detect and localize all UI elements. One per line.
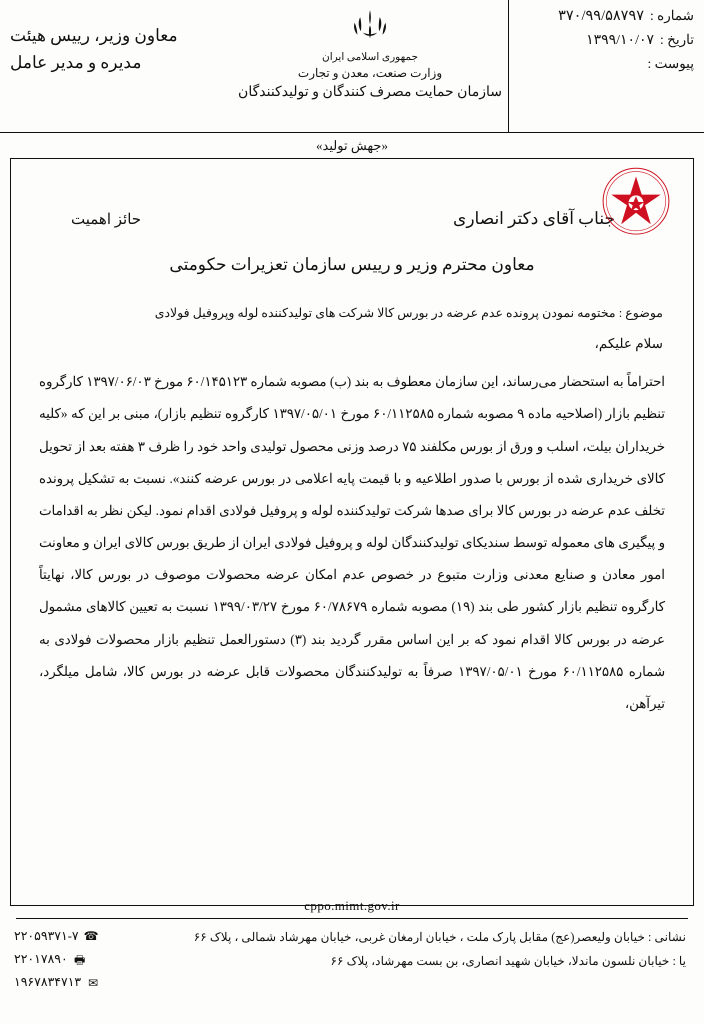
- fax-value: ۲۲۰۱۷۸۹۰: [14, 952, 68, 967]
- subject-line: موضوع : مختومه نمودن پرونده عدم عرضه در بورس کالا شرکت های تولیدکننده لوله وپروفیل فولادی: [154, 306, 663, 320]
- number-label: شماره :: [650, 8, 694, 23]
- date-value: ۱۳۹۹/۱۰/۰۷: [586, 33, 654, 48]
- attachment-label: پیوست :: [647, 56, 694, 71]
- address-or-label: یا :: [672, 954, 686, 969]
- letter-meta-box: [508, 0, 704, 132]
- contact-block: [14, 925, 190, 994]
- letterhead: [0, 0, 704, 133]
- syndicate-logo-icon: [593, 165, 679, 239]
- org-line-ministry: وزارت صنعت، معدن و تجارت: [297, 66, 443, 81]
- priority-note: حائز اهمیت: [71, 212, 142, 228]
- recipient-title: معاون محترم وزیر و رییس سازمان تعزیرات حکومتی: [169, 255, 535, 274]
- contact-row-postal: [14, 971, 190, 994]
- footer-divider: [16, 918, 688, 919]
- organization-lines: [238, 50, 502, 103]
- mail-icon: ✉: [88, 975, 99, 990]
- letter-body-frame: [10, 158, 694, 906]
- fax-icon: 🖶: [74, 952, 86, 967]
- contact-row-fax: [14, 948, 190, 971]
- number-value: ۳۷۰/۹۹/۵۸۷۹۷: [558, 8, 645, 24]
- meta-row-number: [517, 8, 694, 25]
- phone-icon: ☎: [83, 929, 99, 944]
- organization-block: [232, 0, 508, 132]
- org-line-organization: سازمان حمایت مصرف کنندگان و تولیدکنندگان: [238, 84, 502, 100]
- address-label: نشانی :: [648, 930, 686, 944]
- date-label: تاریخ :: [660, 32, 694, 47]
- website-url[interactable]: cppo.mimt.gov.ir: [304, 898, 400, 913]
- address-line-2: خیابان نلسون ماندلا، خیابان شهید انصاری، بن بست مهرشاد، پلاک ۶۶: [330, 954, 670, 969]
- address-block: [190, 925, 690, 974]
- phone-value: ۲۲۰۵۹۳۷۱-۷: [14, 929, 79, 943]
- postal-value: ۱۹۶۷۸۳۴۷۱۳: [14, 975, 82, 990]
- iran-emblem-icon: [349, 6, 391, 48]
- address-line-1: خیابان ولیعصر(عج) مقابل پارک ملت ، خیابان ارمغان غربی، خیابان مهرشاد شمالی ، پلاک ۶۶: [193, 930, 645, 944]
- paragraph-1: احتراماً به استحضار می‌رساند، این سازمان معطوف به بند (ب) مصوبه شماره ۶۰/۱۴۵۱۲۳ مورخ ۱۳۹۷/۰۶/۰۳ کارگروه تنظیم بازار (اصلاحیه ماده ۹ مصوبه شماره ۶۰/۱۱۲۵۸۵ مورخ ۱۳۹۷/۰۵/۰۱ کارگروه تنظیم بازار)، مبنی بر این که «کلیه خریداران بیلت، اسلب و ورق از بورس مکلفند ۷۵ درصد وزنی محصول تولیدی واحد خود را ظرف ۳ هفته بعد از تحویل کالای خریداری شده از بورس با صدور اطلاعیه و با قیمت پایه اعلامی در بورس عرضه کنند». نسبت به تشکیل پرونده تخلف عدم عرضه در بورس کالا برای صدها شرکت تولیدکننده لوله و پروفیل فولادی اقدام نمود. لیکن نظر به اقدامات و پیگیری های معموله توسط سندیکای تولیدکنندگان لوله و پروفیل فولادی ایران از طریق بورس کالای ایران و معاونت امور معادن و صنایع معدنی وزارت متبوع در خصوص عدم امکان عرضه محصولات موصوف در بورس کالا، نهایتاً کارگروه تنظیم بازار کشور طی بند (۱۹) مصوبه شماره ۶۰/۷۸۶۷۹ مورخ ۱۳۹۹/۰۳/۲۷ نسبت به تعیین کالاهای مشمول عرضه در بورس کالا اقدام نمود که بر این اساس مقرر گردید بند (۳) دستورالعمل تنظیم بازار محصولات فولادی به شماره ۶۰/۱۱۲۵۸۵ مورخ ۱۳۹۷/۰۵/۰۱ صرفاً به تولیدکنندگان محصولات قابل عرضه در بورس کالا، شامل میلگرد، تیرآهن،: [39, 374, 666, 711]
- contact-row-phone: [14, 925, 190, 948]
- addressee-title: معاون وزیر، رییس هیئت مدیره و مدیر عامل: [10, 26, 178, 73]
- letter-content: [37, 366, 667, 720]
- greeting-line: سلام علیکم،: [594, 336, 663, 352]
- salutation-row: [37, 209, 667, 229]
- meta-row-attachment: [517, 56, 694, 72]
- letter-footer: [0, 896, 704, 1024]
- org-line-country: جمهوری اسلامی ایران: [322, 52, 418, 63]
- year-slogan: «جهش تولید»: [316, 138, 388, 153]
- salutation: جناب آقای دکتر انصاری: [453, 209, 615, 228]
- meta-row-date: [517, 32, 694, 49]
